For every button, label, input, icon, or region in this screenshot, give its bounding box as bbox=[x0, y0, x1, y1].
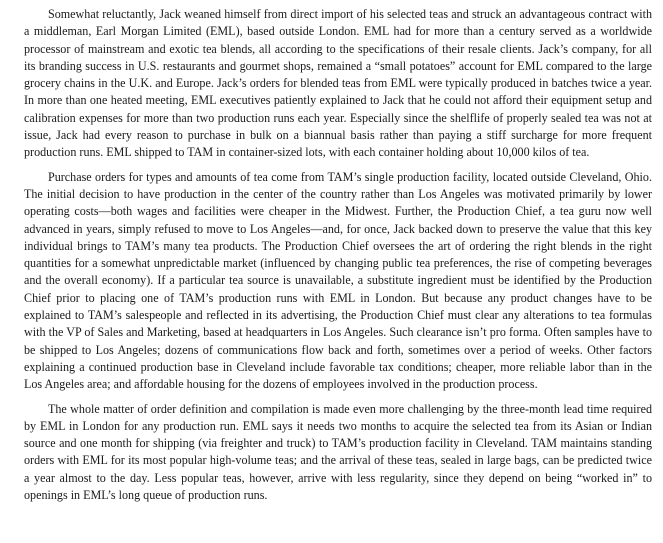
paragraph-lead-time: The whole matter of order definition and compilation is made even more challenging by the three-month lead time required by EML in London for any production run. EML says it needs two months to acquire the selected tea from its Asian or Indian source and one month for shipping (via freighter and truck) to TAM’s production facility in Cleveland. TAM maintains standing orders with EML for its most popular high-volume teas; and the arrival of these teas, sealed in large bags, can be predicted twice a year almost to the day. Less popular teas, however, arrive with less regularity, since they depend on being “worked in” to openings in EML’s long queue of production runs. bbox=[24, 401, 652, 503]
paragraph-eml-contract: Somewhat reluctantly, Jack weaned himself from direct import of his selected teas and struck an advantageous contract with a middleman, Earl Morgan Limited (EML), based outside London. EML had for more than a century served as a worldwide processor of mainstream and exotic tea blends, all according to the specifications of their resale clients. Jack’s company, for all its branding success in U.S. restaurants and gourmet shops, remained a “small potatoes” account for EML compared to the large grocery chains in the U.K. and Europe. Jack’s orders for blended teas from EML were typically produced in batches twice a year. In more than one heated meeting, EML executives patiently explained to Jack that he could not afford their equipment setup and calibration expenses for more than two production runs each year. Especially since the shelflife of properly sealed tea was not at issue, Jack had every reason to purchase in bulk on a biannual basis rather than paying a stiff surcharge for more frequent production runs. EML shipped to TAM in container-sized lots, with each container holding about 10,000 kilos of tea. bbox=[24, 7, 652, 160]
paragraph-purchase-orders: Purchase orders for types and amounts of tea come from TAM’s single production facility, located outside Cleveland, Ohio. The initial decision to have production in the center of the country rather than Los Angeles was motivated primarily by lower operating costs—both wages and facilities were cheaper in the Midwest. Further, the Production Chief, a tea guru now well advanced in years, simply refused to move to Los Angeles—and, for once, Jack backed down to preserve the value that this key individual brings to TAM’s many tea products. The Production Chief oversees the art of ordering the right blends in the right quantities for a somewhat unpredictable market (influenced by changing public tea preferences, the rise of competing beverages and the overall economy). If a particular tea source is unavailable, a substitute ingredient must be identified by the Production Chief prior to placing one of TAM’s production runs with EML in London. But because any product changes have to be explained to TAM’s salespeople and reflected in its advertising, the Production Chief must clear any alterations to tea formulas with the VP of Sales and Marketing, based at headquarters in Los Angeles. Such clearance isn’t pro forma. Often samples have to be shipped to Los Angeles; dozens of communications flow back and forth, sometimes over a period of weeks. Other factors explaining a continued production base in Cleveland include favorable tax conditions; cheaper, more reliable labor than in the Los Angeles area; and affordable housing for the dozens of employees involved in the production process. bbox=[24, 169, 652, 392]
